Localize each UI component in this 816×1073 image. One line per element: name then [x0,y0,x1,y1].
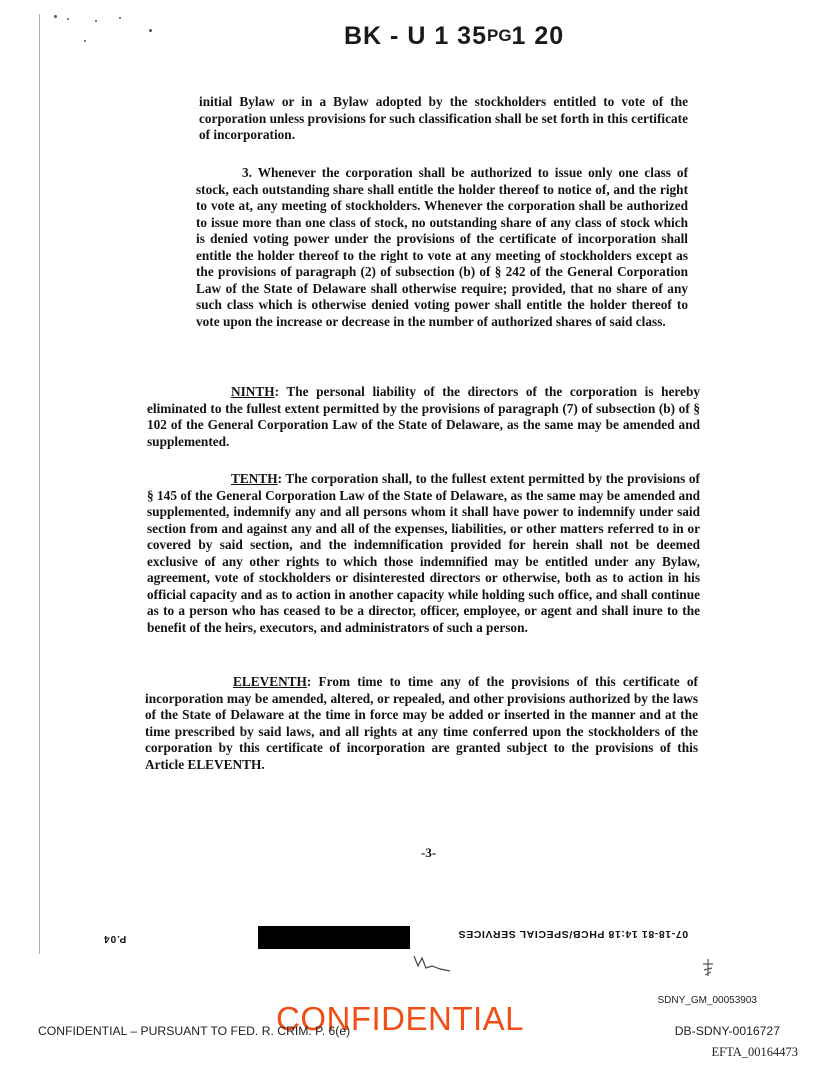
scan-speck [54,15,57,18]
fax-header-line: 07-18-81 14:18 PHCB/SPECIAL SERVICES [458,928,689,940]
handwritten-mark-icon [410,952,456,974]
bates-number-db-sdny: DB-SDNY-0016727 [674,1024,780,1038]
fax-page-marker: P.04 [103,933,127,944]
redaction-bar [258,926,410,949]
tenth-text: : The corporation shall, to the fullest extent permitted by the provisions of § 145 of the General Corporation Law of the State of Delaware, as the same may be amended and supplemented, indemnify any and all persons whom it shall have power to indemnify under said section from and against any and all of the expenses, liabilities, or other matters referred to in or covered by said section, and the indemnification provided for herein shall not be deemed exclusive of any other rights to which those indemnified may be entitled under any Bylaw, agreement, vote of stockholders or disinterested directors or otherwise, both as to action in his official capacity and as to action in another capacity while holding such office, and shall continue as to a person who has ceased to be a director, officer, employee, or agent and shall inure to the benefit of the heirs, executors, and administrators of such a person. [147,471,700,635]
book-page-stamp: BK - U 1 35PG1 20 [344,22,565,50]
scan-speck [95,20,97,22]
eleventh-text: : From time to time any of the provisions of this certificate of incorporation may be amended, altered, or repealed, and other provisions authorized by the laws of the State of Delaware at the time in force may be added or inserted in the manner and at the time prescribed by said laws, and all rights at any time conferred upon the stockholders of the corporation by this certificate of incorporation are granted subject to the provisions of this Article ELEVENTH. [145,674,698,772]
bates-number-efta: EFTA_00164473 [711,1045,798,1059]
article-ninth [147,384,700,450]
paragraph-3: 3. Whenever the corporation shall be authorized to issue only one class of stock, each outstanding share shall entitle the holder thereof to notice of, and the right to vote at, any meeting of stockholders. Whenever the corporation shall be authorized to issue more than one class of stock, no outstanding share of any class of stock which is denied voting power under the provisions of the certificate of incorporation shall entitle the holder thereof to the right to vote at any meeting of stockholders except as the provisions of paragraph (2) of subsection (b) of § 242 of the General Corporation Law of the State of Delaware shall otherwise require; provided, that no share of any such class which is otherwise denied voting power shall entitle the holder thereof to vote upon the increase or decrease in the number of authorized shares of said class. [196,165,688,329]
ninth-text: : The personal liability of the directors of the corporation is hereby eliminated to the fullest extent permitted by the provisions of paragraph (7) of subsection (b) of § 102 of the General Corporation Law of the State of Delaware, as the same may be amended and supplemented. [147,384,700,449]
scan-speck [67,18,69,20]
scan-edge-line [39,14,40,954]
article-eleventh [145,674,698,773]
ninth-heading: NINTH [231,384,275,399]
scan-speck [119,17,121,19]
paragraph-continued: initial Bylaw or in a Bylaw adopted by the stockholders entitled to vote of the corporation unless provisions for such classification shall be set forth in this certificate of incorporation. [199,94,688,142]
confidentiality-notice: CONFIDENTIAL – PURSUANT TO FED. R. CRIM. P. 6(e) [38,1024,351,1038]
scan-speck [149,29,152,32]
scan-mark-icon [700,958,716,978]
eleventh-heading: ELEVENTH [233,674,307,689]
tenth-heading: TENTH [231,471,278,486]
confidential-watermark: CONFIDENTIAL [276,1000,525,1037]
page-number: -3- [421,845,437,860]
scan-speck [84,40,86,42]
bates-number-sdny-gm: SDNY_GM_00053903 [657,995,757,1006]
article-tenth [147,471,700,636]
